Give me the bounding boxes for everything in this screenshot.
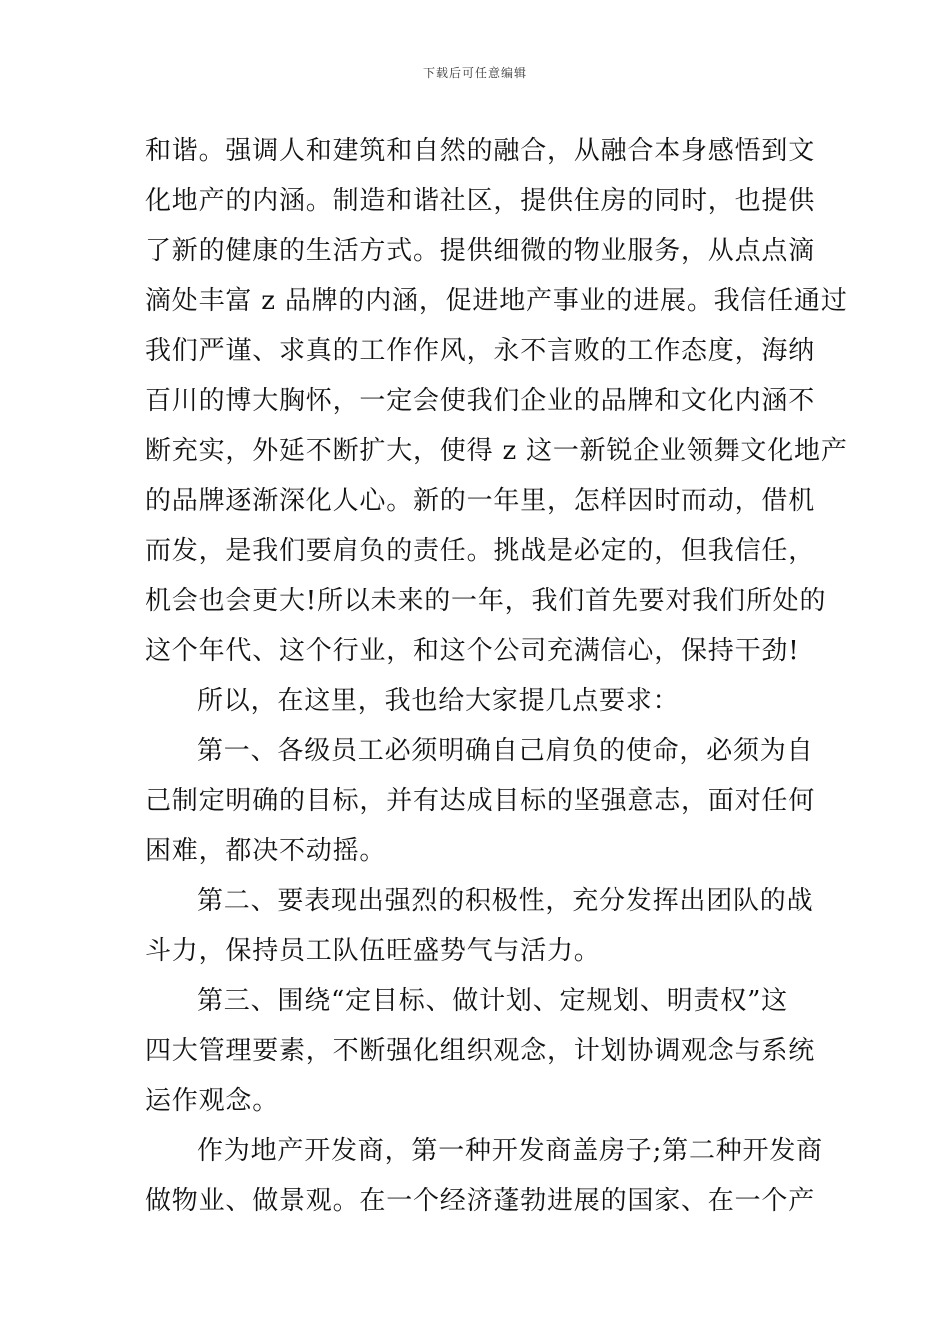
text-line: 做物业、做景观。在一个经济蓬勃进展的国家、在一个产 [145, 1186, 816, 1216]
document-body [145, 126, 848, 1226]
text-line: 运作观念。 [145, 1086, 280, 1116]
text-line: 我们严谨、求真的工作作风，永不言败的工作态度，海纳 [145, 336, 816, 366]
text-line: 百川的博大胸怀，一定会使我们企业的品牌和文化内涵不 [145, 386, 816, 416]
text-line: 机会也会更大!所以未来的一年，我们首先要对我们所处的 [145, 586, 827, 616]
text-line: 断充实，外延不断扩大，使得 z 这一新锐企业领舞文化地产 [145, 436, 848, 466]
text-line: 滴处丰富 z 品牌的内涵，促进地产事业的进展。我信任通过 [145, 286, 848, 316]
text-line: 困难，都决不动摇。 [145, 836, 387, 866]
text-line: 而发，是我们要肩负的责任。挑战是必定的，但我信任， [145, 536, 816, 566]
paragraph-first-line: 第二、要表现出强烈的积极性，充分发挥出团队的战 [197, 886, 814, 916]
page-header: 下载后可任意编辑 [422, 66, 527, 80]
text-line: 化地产的内涵。制造和谐社区，提供住房的同时，也提供 [145, 186, 816, 216]
text-line: 了新的健康的生活方式。提供细微的物业服务，从点点滴 [145, 236, 816, 266]
text-line: 的品牌逐渐深化人心。新的一年里，怎样因时而动，借机 [145, 486, 816, 516]
paragraph-first-line: 所以，在这里，我也给大家提几点要求： [197, 686, 680, 716]
text-line: 己制定明确的目标，并有达成目标的坚强意志，面对任何 [145, 786, 816, 816]
paragraph-first-line: 第一、各级员工必须明确自己肩负的使命，必须为自 [197, 736, 814, 766]
text-line: 这个年代、这个行业，和这个公司充满信心，保持干劲! [145, 636, 800, 666]
text-line: 和谐。强调人和建筑和自然的融合，从融合本身感悟到文 [145, 136, 816, 166]
text-line: 四大管理要素，不断强化组织观念，计划协调观念与系统 [145, 1036, 816, 1066]
paragraph-first-line: 第三、围绕“定目标、做计划、定规划、明责权”这 [197, 986, 788, 1016]
paragraph-first-line: 作为地产开发商，第一种开发商盖房子;第二种开发商 [197, 1136, 823, 1166]
text-line: 斗力，保持员工队伍旺盛势气与活力。 [145, 936, 601, 966]
